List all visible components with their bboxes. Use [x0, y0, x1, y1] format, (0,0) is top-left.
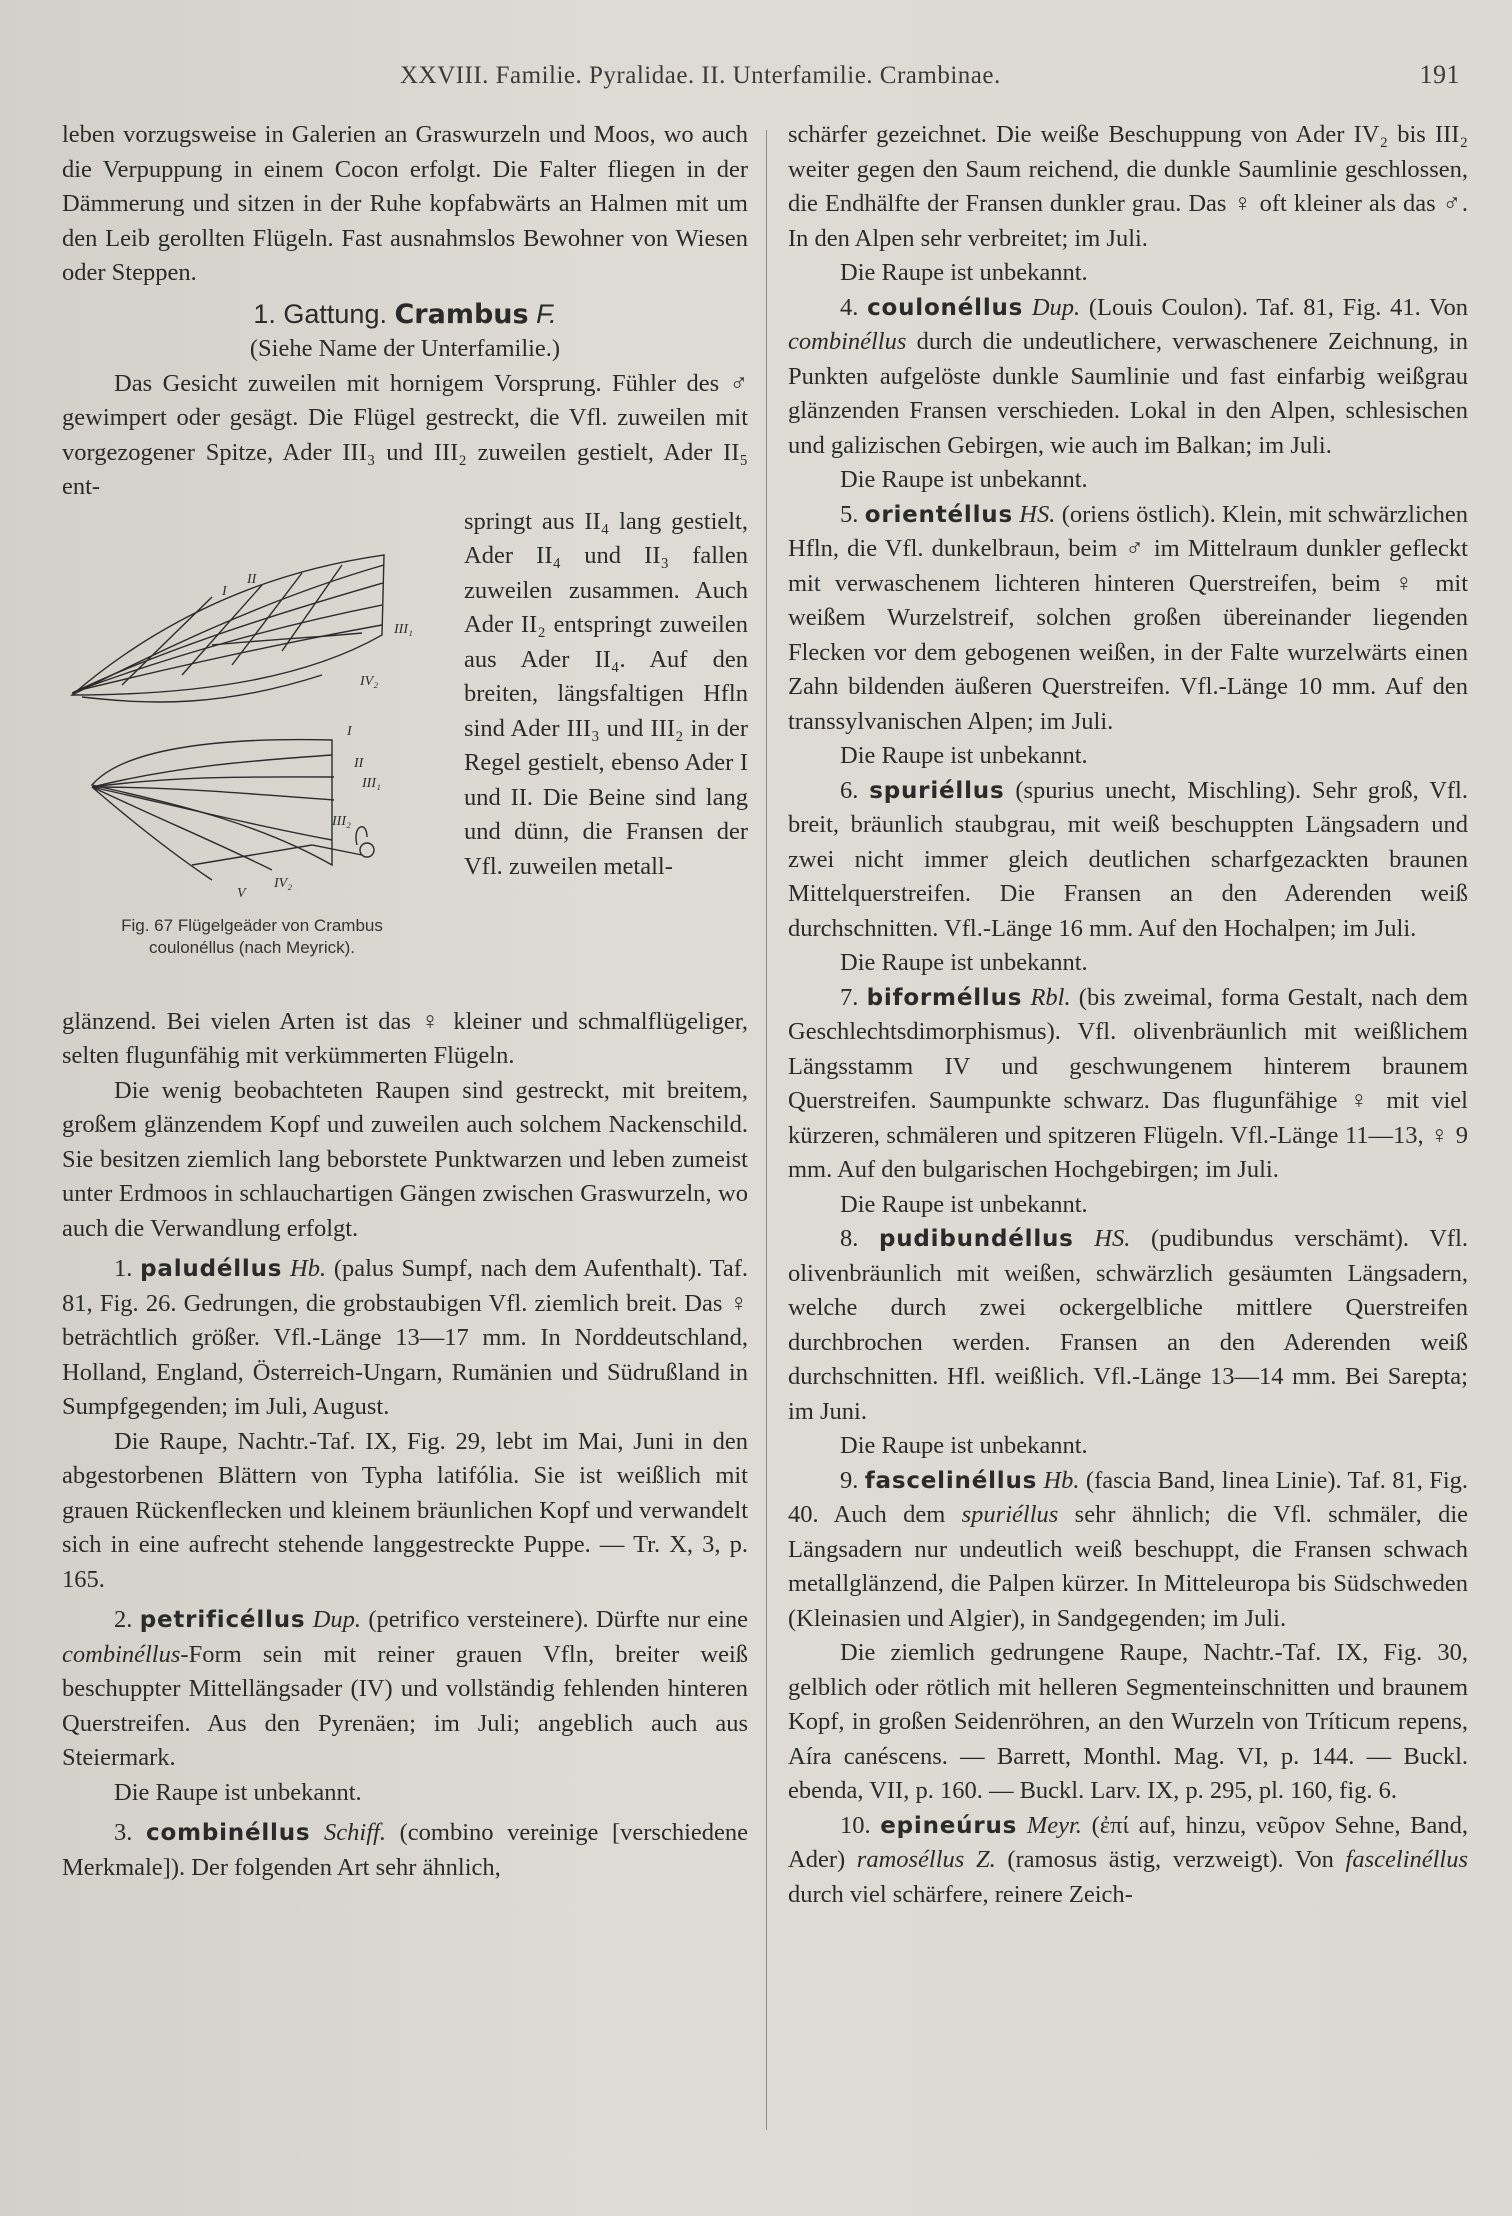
figure-label: III₁ [394, 621, 413, 637]
species-entry [788, 1809, 1468, 1913]
species-text: (ἐπί auf, hinzu, νεῦρον Sehne, Band, Ader) [788, 1811, 1469, 1873]
species-number: 1. [114, 1255, 133, 1282]
larva-note: Die Raupe ist unbekannt. [840, 259, 1088, 286]
species-author: Schiff. [324, 1819, 386, 1846]
species-author: Rbl. [1030, 983, 1071, 1011]
forewing-diagram [72, 555, 384, 702]
species-name: orientéllus [864, 501, 1013, 528]
paragraph: leben vorzugsweise in Galerien an Graswurzeln und Moos, wo auch die Verpuppung in einem Cocon erfolgt. Die Falter fliegen in der Dämmerung und sitzen in der Ruhe kopfabwärts an Halmen mit um den Leib gerollten Flügeln. Fast ausnahmslos Bewohner von Wiesen oder Steppen. [62, 121, 748, 286]
species-text: (ramosus ästig, verzweigt). Von [1007, 1846, 1334, 1873]
species-text: (combino vereinige [verschiedene Merkmale]). Der folgenden Art sehr ähnlich, [62, 1819, 749, 1881]
species-name: biforméllus [866, 984, 1023, 1011]
species-reference: spuriéllus [961, 1501, 1059, 1528]
figure-label: III₂ [332, 813, 351, 829]
species-entry [62, 1816, 748, 1885]
genus-heading [62, 297, 748, 333]
species-text: (bis zweimal, forma Gestalt, nach dem Geschlechtsdimorphismus). Vfl. olivenbräunlich mit weißlichem Längsstamm IV und geschwungenem hinterem braunem Querstreifen. Saumpunkte schwarz. Das flugunfähige ♀ mit viel kürzeren, schmäleren und spitzeren Flügeln. Vfl.-Länge 11—13, ♀ 9 mm. Auf den bulgarischen Hochgebirgen; im Juli. [788, 983, 1469, 1183]
figure-label: IV₂ [360, 673, 379, 689]
left-column [62, 118, 748, 1885]
larva-note: Die Raupe ist unbekannt. [840, 1190, 1088, 1218]
figure-caption-line: coulonéllus (nach Meyrick). [149, 937, 355, 957]
species-text: (fascia Band, linea Linie). Taf. 81, Fig. 40. Auch dem [788, 1466, 1469, 1528]
larva-note: Die Raupe ist unbekannt. [114, 1778, 362, 1806]
genus-number: 1. Gattung. [253, 298, 387, 329]
species-synonym: ramoséllus Z. [856, 1846, 996, 1873]
species-name: paludéllus [140, 1256, 283, 1282]
species-text: (Louis Coulon). Taf. 81, Fig. 41. Von [1088, 293, 1468, 321]
species-reference: combinéllus [62, 1640, 181, 1668]
species-name: coulonéllus [867, 294, 1024, 321]
species-text: (petrifico versteinere). Dürfte nur eine [368, 1606, 749, 1633]
larva-note: Die Raupe ist unbekannt. [840, 1432, 1088, 1459]
species-number: 6. [840, 776, 859, 804]
species-reference: combinéllus [788, 328, 907, 355]
species-text: (spurius unecht, Mischling). Sehr groß, Vfl. breit, bräunlich staubgrau, mit weiß beschuppten Längsadern und zwei nicht immer gleich deutlichen scharfgezackten braunen Mittelquerstreifen. Die Fransen an den Aderenden weiß durchschnitten. Vfl.-Länge 16 mm. Auf den Hochalpen; im Juli. [788, 776, 1468, 942]
species-reference: fascelinéllus [1345, 1846, 1469, 1873]
species-number: 3. [114, 1819, 133, 1846]
figure-block [62, 505, 748, 1005]
species-author: Dup. [312, 1606, 362, 1633]
figure-label: I [222, 583, 227, 599]
species-entry [788, 1222, 1468, 1429]
species-text: durch die undeutlichere, verwaschenere Zeichnung, in Punkten aufgelöste dunkle Saumlinie und fast einfarbig weißgrau glänzenden Fransen verschieden. Lokal in den Alpen, schlesischen und galizischen Gebirgen, wie auch im Balkan; im Juli. [788, 328, 1468, 459]
figure-label: V [237, 885, 246, 901]
right-column [788, 118, 1468, 1912]
species-number: 7. [840, 983, 859, 1011]
species-author: Hb. [290, 1255, 327, 1282]
species-author: HS. [1019, 500, 1056, 528]
larva-note: Die Raupe ist unbekannt. [840, 466, 1088, 493]
species-author: Hb. [1043, 1466, 1080, 1494]
paragraph: Die wenig beobachteten Raupen sind gestreckt, mit breitem, großem glänzendem Kopf und zuweilen auch solchem Nackenschild. Sie besitzen ziemlich lang beborstete Punktwarzen und leben zumeist unter Erdmoos in schlauchartigen Gängen zwischen Graswurzeln, wo auch die Verwandlung erfolgt. [62, 1076, 748, 1242]
wing-venation-figure [62, 525, 442, 915]
figure-caption-line: Fig. 67 Flügelgeäder von Crambus [121, 915, 383, 935]
species-number: 8. [840, 1225, 859, 1252]
figure-label: IV₂ [274, 875, 293, 891]
genus-note: (Siehe Name der Unterfamilie.) [249, 335, 561, 362]
paragraph: glänzend. Bei vielen Arten ist das ♀ kleiner und schmalflügeliger, selten flugunfähig mit verkümmerten Flügeln. [62, 1007, 748, 1069]
species-number: 10. [840, 1811, 871, 1839]
figure-label: I [347, 723, 352, 739]
larva-note: Die ziemlich gedrungene Raupe, Nachtr.-Taf. IX, Fig. 30, gelblich oder rötlich mit helleren Segmenteinschnitten und braunem Kopf, in großen Seidenröhren, an den Wurzeln von Tríticum repens, Aíra canéscens. — Barrett, Monthl. Mag. VI, p. 144. — Buckl. ebenda, VII, p. 160. — Buckl. Larv. IX, p. 295, pl. 160, fig. 6. [788, 1639, 1468, 1804]
species-entry [62, 1603, 748, 1776]
figure-label: II [247, 571, 257, 587]
species-text: (pudibundus verschämt). Vfl. olivenbräunlich mit weißen, schwärzlich gesäumten Längsadern, welche durch zwei ockergelbliche mittlere Querstreifen durchbrochen werden. Fransen an den Aderenden weiß durchschnitten. Hfl. weißlich. Vfl.-Länge 13—14 mm. Bei Sarepta; im Juni. [788, 1225, 1469, 1425]
genus-author: F. [536, 298, 557, 329]
figure-label: III₁ [362, 775, 381, 791]
species-number: 2. [114, 1606, 133, 1633]
species-name: epineúrus [880, 1812, 1018, 1839]
species-text: sehr ähnlich; die Vfl. schmäler, die Längsadern nur undeutlich weiß beschuppt, die Fransen schwach metallglänzend, die Palpen kürzer. In Mitteleuropa bis Südschweden (Kleinasien und Algier), in Sandgegenden; im Juli. [788, 1501, 1469, 1632]
species-text: durch viel schärfere, reinere Zeich- [788, 1880, 1133, 1908]
species-text: (oriens östlich). Klein, mit schwärzlichen Hfln, die Vfl. dunkelbraun, beim ♂ im Mittelraum dunkler gefleckt mit verwaschenem lichteren hinteren Querstreifen, beim ♀ mit weißem Wurzelstreif, solchen großen übereinander liegenden Flecken vor dem gebogenen weißen, in der Falte wurzelwärts einen Zahn bildenden äußeren Querstreifen. Vfl.-Länge 10 mm. Auf den transsylvanischen Alpen; im Juli. [788, 500, 1469, 735]
header-title: XXVIII. Familie. Pyralidae. II. Unterfamilie. Crambinae. [400, 62, 1001, 89]
species-name: spuriéllus [869, 777, 1005, 804]
hindwing-diagram [92, 739, 374, 879]
species-name: combinéllus [146, 1820, 311, 1846]
species-author: Meyr. [1026, 1811, 1082, 1839]
species-entry [788, 498, 1468, 740]
species-entry [788, 291, 1468, 464]
figure-caption [62, 915, 442, 959]
species-number: 4. [840, 293, 859, 321]
genus-description: Das Gesicht zuweilen mit hornigem Vorsprung. Fühler des ♂ gewimpert oder gesägt. Die Flügel gestreckt, die Vfl. zuweilen mit vorgezogener Spitze, Ader III₃ und III₂ zuweilen gestielt, Ader II₅ ent- [62, 369, 748, 500]
species-entry [788, 981, 1468, 1188]
larva-note: Die Raupe ist unbekannt. [840, 742, 1088, 769]
species-name: fascelinéllus [864, 1467, 1038, 1494]
species-text: -Form sein mit reiner grauen Vfln, breiter weiß beschuppter Mittellängsader (IV) und vollständig fehlenden hinteren Querstreifen. Aus den Pyrenäen; im Juli; angeblich auch aus Steiermark. [62, 1640, 748, 1771]
larva-note: Die Raupe ist unbekannt. [840, 949, 1088, 976]
species-number: 5. [840, 500, 859, 528]
species-name: pudibundéllus [878, 1226, 1074, 1252]
species-entry [788, 1464, 1468, 1637]
species-entry [788, 774, 1468, 947]
species-name: petrificéllus [139, 1607, 306, 1633]
species-text: (palus Sumpf, nach dem Aufenthalt). Taf. 81, Fig. 26. Gedrungen, die grobstaubigen Vfl. ziemlich breit. Das ♀ beträchtlich größer. Vfl.-Länge 13—17 mm. In Norddeutschland, Holland, England, Österreich-Ungarn, Rumänien und Südrußland in Sumpfgegenden; im Juli, August. [62, 1255, 749, 1420]
column-divider [766, 130, 767, 2130]
figure-label: II [354, 755, 364, 771]
page-number: 191 [1419, 60, 1460, 89]
species-entry [62, 1252, 748, 1425]
species-author: HS. [1094, 1225, 1131, 1252]
larva-note: Die Raupe, Nachtr.-Taf. IX, Fig. 29, lebt im Mai, Juni in den abgestorbenen Blättern von Typha latifólia. Sie ist weißlich mit grauen Rückenflecken und kleinem bräunlichen Kopf und verwandelt sich in eine aufrecht stehende langgestreckte Puppe. — Tr. X, 3, p. 165. [62, 1427, 748, 1593]
genus-name: Crambus [394, 298, 529, 330]
paragraph: schärfer gezeichnet. Die weiße Beschuppung von Ader IV₂ bis III₂ weiter gegen den Saum reichend, die dunkle Saumlinie geschlossen, die Endhälfte der Fransen dunkler grau. Das ♀ oft kleiner als das ♂. In den Alpen sehr verbreitet; im Juli. [788, 121, 1468, 252]
species-author: Dup. [1031, 293, 1081, 321]
wrapped-text: springt aus II₄ lang gestielt, Ader II₄ und II₃ fallen zuweilen zusammen. Auch Ader II₂ entspringt zuweilen aus Ader II₄. Auf den breiten, längsfaltigen Hfln sind Ader III₃ und III₂ in der Regel gestielt, ebenso Ader I und II. Die Beine sind lang und dünn, die Fransen der Vfl. zuweilen metall- [464, 507, 748, 880]
species-number: 9. [840, 1466, 859, 1494]
